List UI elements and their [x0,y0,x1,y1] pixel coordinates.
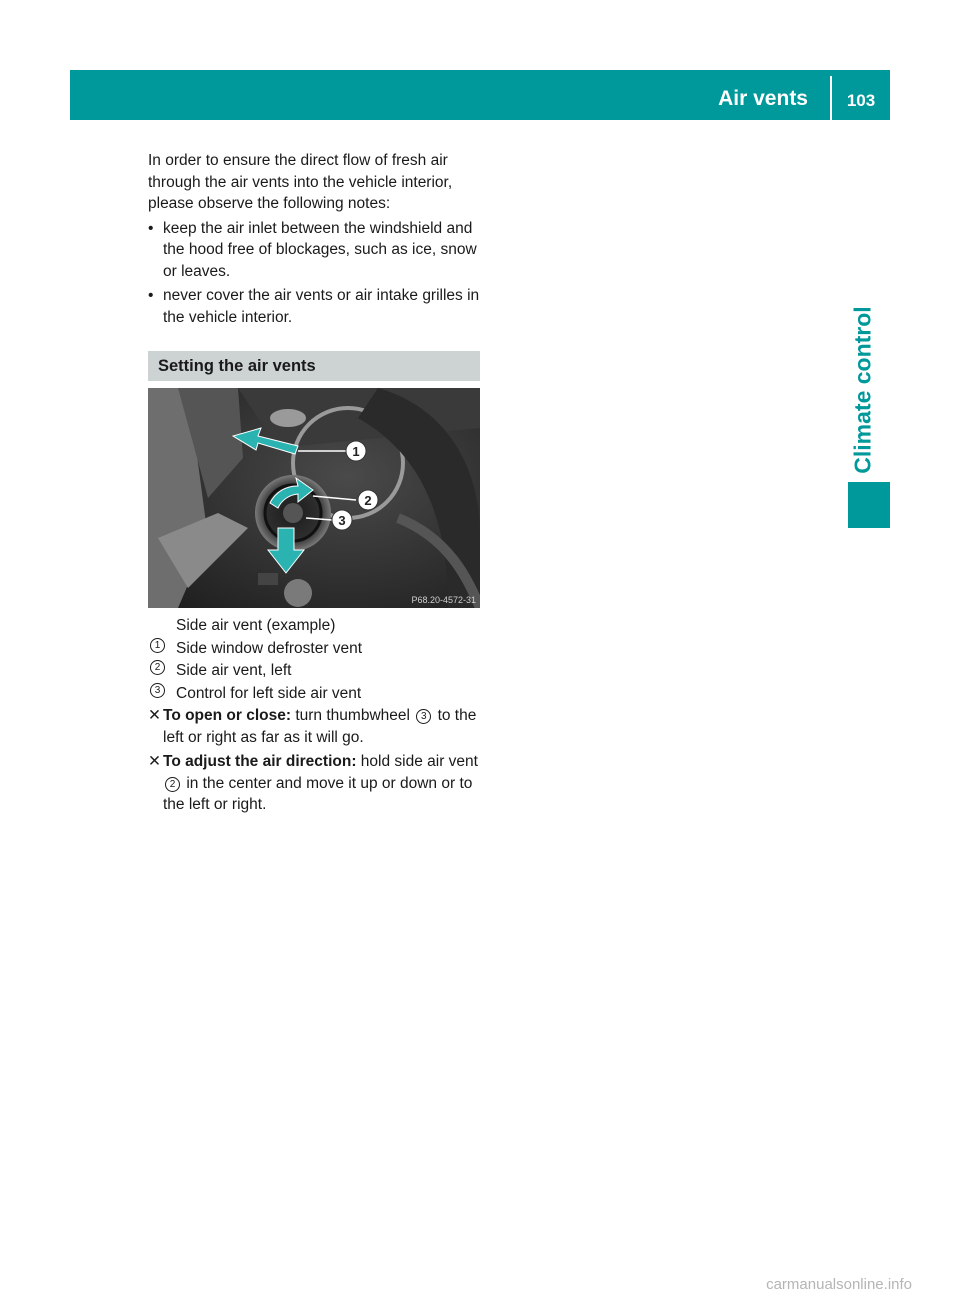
footer-watermark: carmanualsonline.info [766,1276,912,1293]
legend-item [148,683,482,705]
step-text: in the center and move it up or down or to the left or right. [163,774,473,813]
list-item-text: never cover the air vents or air intake grilles in the vehicle interior. [163,287,480,326]
legend-text: Side air vent, left [176,662,292,679]
figure-code: P68.20-4572-31 [411,595,476,605]
legend-number: 1 [150,638,165,653]
side-air-vent-figure [148,388,480,608]
side-tab [848,300,878,480]
figure-caption: Side air vent (example) [176,617,336,634]
instruction-step [148,705,482,748]
step-arrow-icon: ✕ [148,753,161,770]
step-label: To open or close: [163,707,292,724]
header-bar [70,70,890,120]
step-arrow-icon: ✕ [148,707,161,724]
figure-legend [148,615,482,704]
notes-list [148,218,482,329]
instruction-step [148,751,482,816]
list-item [148,285,482,328]
legend-number: 3 [150,683,165,698]
legend-item [148,660,482,682]
intro-paragraph: In order to ensure the direct flow of fresh air through the air vents into the vehicle interior, please observe the following notes: [148,152,453,212]
callout-2-label: 2 [364,493,372,508]
bullet-icon: • [148,219,154,237]
callout-1-label: 1 [352,444,360,459]
step-text: hold side air vent [360,753,478,770]
legend-item [148,638,482,660]
instruction-steps [148,705,482,819]
side-tab-label: Climate control [849,306,876,474]
step-text: to the left or right as far as it will go. [163,707,477,746]
legend-text: Side window defroster vent [176,639,363,657]
step-text: turn thumbwheel [295,707,410,724]
legend-number: 2 [150,660,165,675]
step-reference-number: 2 [165,777,180,792]
step-label: To adjust the air direction: [163,753,357,770]
list-item [148,218,482,283]
page-title: Air vents [718,87,808,110]
callout-3-label: 3 [338,513,346,528]
list-item-text: keep the air inlet between the windshield and the hood free of blockages, such as ice, snow or leaves. [163,219,477,280]
section-heading: Setting the air vents [148,351,480,381]
page-number: 103 [846,91,876,110]
bullet-icon: • [148,287,154,304]
legend-text: Control for left side air vent [176,684,362,702]
side-tab-marker [848,482,890,528]
side-air-vent-illustration [148,388,480,608]
intro-section [148,150,482,331]
step-reference-number: 3 [416,709,431,724]
